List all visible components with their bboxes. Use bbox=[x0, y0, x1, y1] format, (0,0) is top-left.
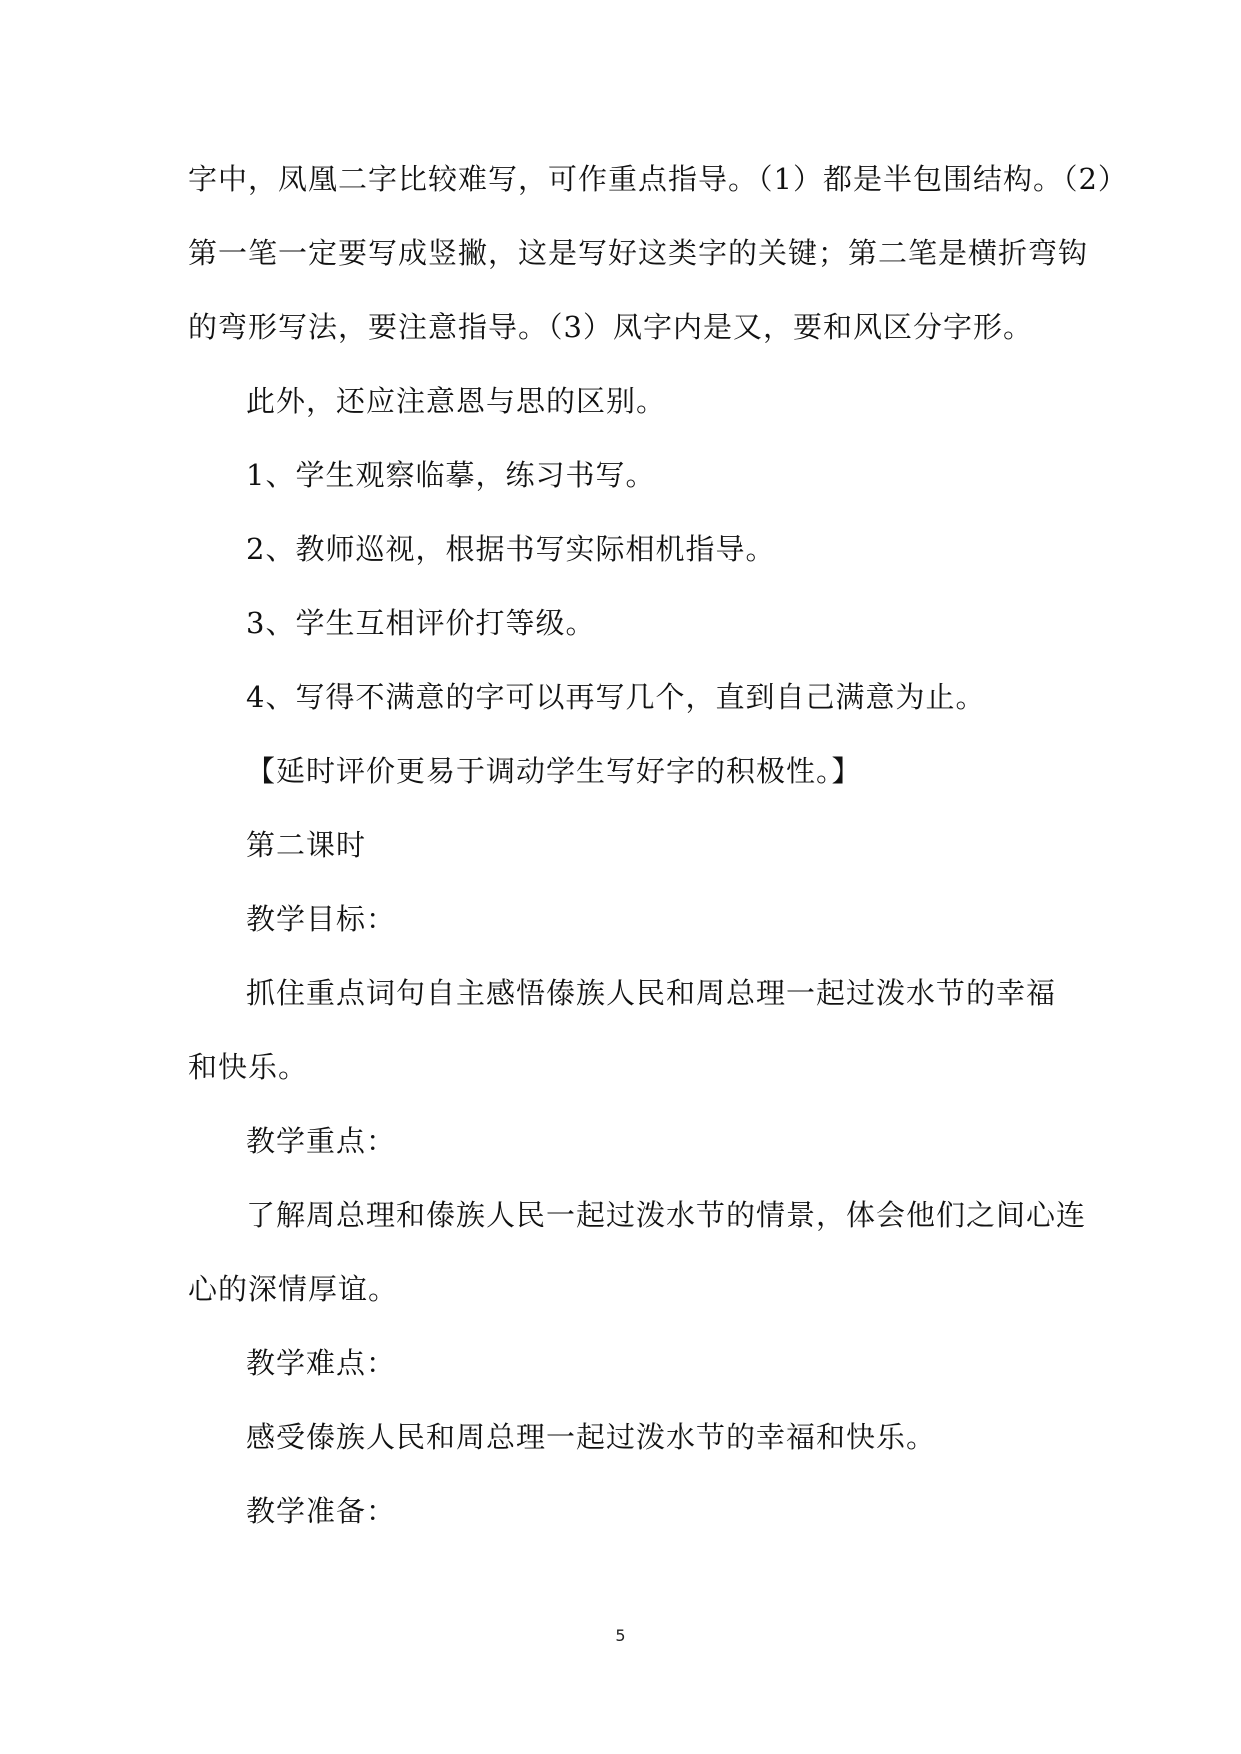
text-line: 第一笔一定要写成竖撇，这是写好这类字的关键；第二笔是横折弯钩 bbox=[188, 236, 1089, 270]
text-line: 抓住重点词句自主感悟傣族人民和周总理一起过泼水节的幸福 bbox=[246, 976, 1057, 1010]
list-item: 4、写得不满意的字可以再写几个，直到自己满意为止。 bbox=[246, 680, 986, 714]
text-line: 和快乐。 bbox=[188, 1050, 309, 1084]
list-item: 1、学生观察临摹，练习书写。 bbox=[246, 458, 656, 492]
section-label: 教学目标： bbox=[246, 902, 397, 936]
list-item: 2、教师巡视，根据书写实际相机指导。 bbox=[246, 532, 776, 566]
text-line: 字中，凤凰二字比较难写，可作重点指导。（1）都是半包围结构。（2） bbox=[188, 162, 1128, 196]
text-line: 的弯形写法，要注意指导。（3）凤字内是又，要和风区分字形。 bbox=[188, 310, 1033, 344]
section-heading: 第二课时 bbox=[246, 828, 367, 862]
list-item: 3、学生互相评价打等级。 bbox=[246, 606, 596, 640]
section-label: 教学准备： bbox=[246, 1494, 397, 1528]
bracket-note: 【延时评价更易于调动学生写好字的积极性。】 bbox=[246, 754, 862, 788]
text-line: 此外，还应注意恩与思的区别。 bbox=[246, 384, 667, 418]
section-label: 教学重点： bbox=[246, 1124, 397, 1158]
text-line: 感受傣族人民和周总理一起过泼水节的幸福和快乐。 bbox=[246, 1420, 937, 1454]
text-line: 心的深情厚谊。 bbox=[188, 1272, 399, 1306]
section-label: 教学难点： bbox=[246, 1346, 397, 1380]
text-line: 了解周总理和傣族人民一起过泼水节的情景，体会他们之间心连 bbox=[246, 1198, 1087, 1232]
page-number: 5 bbox=[615, 1626, 626, 1645]
document-body bbox=[188, 142, 1128, 1548]
